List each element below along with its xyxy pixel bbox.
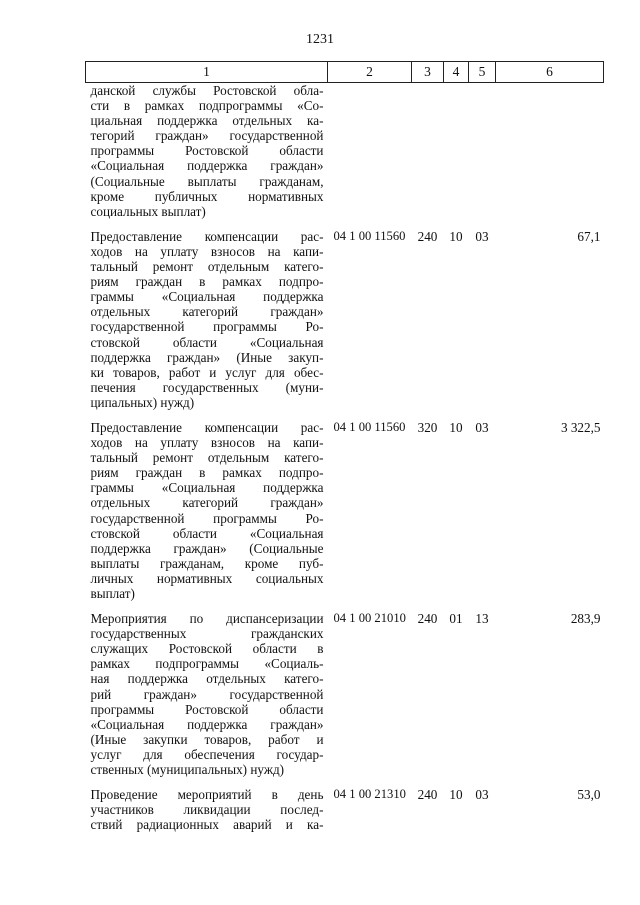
description-line: ходов на уплату взносов на капи- <box>90 243 324 259</box>
description-line: печения государственных (муни- <box>90 379 324 395</box>
column-header-2: 2 <box>328 62 412 83</box>
description-line: «Социальная поддержка граждан» <box>90 716 324 732</box>
row-expense-type: 320 <box>417 419 438 435</box>
table-row <box>86 787 604 842</box>
row-section: 10 <box>449 419 463 435</box>
description-line: Предоставление компенсации рас- <box>90 419 324 435</box>
table-row <box>86 420 604 611</box>
description-line: (Иные закупки товаров, работ и <box>90 731 324 747</box>
budget-table <box>85 61 604 842</box>
description-line: риям граждан в рамках подпро- <box>90 274 324 290</box>
table-row <box>86 229 604 420</box>
description-line: программы Ростовской области <box>90 143 324 159</box>
table-row <box>86 83 604 229</box>
description-line: личных нормативных социальных <box>90 570 324 586</box>
column-header-6: 6 <box>496 62 604 83</box>
table-body <box>86 83 604 843</box>
column-header-4: 4 <box>444 62 469 83</box>
row-section: 10 <box>449 787 463 803</box>
description-line: риям граждан в рамках подпро- <box>90 465 324 481</box>
description-line: сти в рамках подпрограммы «Со- <box>90 98 324 114</box>
description-line: данской службы Ростовской обла- <box>90 83 324 98</box>
description-line: ная поддержка отдельных катего- <box>90 671 324 687</box>
row-section <box>444 83 469 229</box>
description-line: поддержка граждан» (Иные закуп- <box>90 349 324 365</box>
description-line: тальный ремонт отдельным катего- <box>90 259 324 275</box>
description-line: граммы «Социальная поддержка <box>90 480 324 496</box>
description-line: государственных гражданских <box>90 626 324 642</box>
row-target-code: 04 1 00 11560 <box>333 419 406 434</box>
row-subsection: 03 <box>475 228 489 244</box>
column-header-1: 1 <box>86 62 328 83</box>
row-description <box>86 83 328 229</box>
row-amount: 283,9 <box>570 611 601 627</box>
description-line: Предоставление компенсации рас- <box>90 228 324 244</box>
description-line: программы Ростовской области <box>90 701 324 717</box>
column-header-5: 5 <box>469 62 496 83</box>
row-amount: 67,1 <box>577 228 601 244</box>
description-line: кроме публичных нормативных <box>90 188 324 204</box>
row-section: 10 <box>449 228 463 244</box>
row-expense-type: 240 <box>417 787 438 803</box>
row-amount: 3 322,5 <box>560 419 601 435</box>
description-line: ходов на уплату взносов на капи- <box>90 435 324 451</box>
description-line: отдельных категорий граждан» <box>90 304 324 320</box>
row-subsection: 03 <box>475 787 489 803</box>
page-number: 1231 <box>306 32 334 47</box>
description-line: ствий радиационных аварий и ка- <box>90 817 324 833</box>
row-expense-type <box>412 83 444 229</box>
row-target-code <box>328 83 412 229</box>
table-header-row <box>86 62 604 83</box>
row-amount: 53,0 <box>577 787 601 803</box>
row-section: 01 <box>449 611 463 627</box>
description-line: стовской области «Социальная <box>90 334 324 350</box>
description-line: социальных выплат) <box>90 203 206 219</box>
description-line: ки товаров, работ и услуг для обес- <box>90 364 324 380</box>
description-line: государственной программы Ро- <box>90 510 324 526</box>
row-subsection: 03 <box>475 419 489 435</box>
row-amount <box>496 83 604 229</box>
row-expense-type: 240 <box>417 611 438 627</box>
description-line: выплат) <box>90 586 135 601</box>
row-description <box>86 420 328 611</box>
description-line: Мероприятия по диспансеризации <box>90 611 324 627</box>
description-line: участников ликвидации послед- <box>90 802 324 818</box>
row-target-code: 04 1 00 11560 <box>333 228 406 243</box>
description-line: тальный ремонт отдельным катего- <box>90 450 324 466</box>
column-header-3: 3 <box>412 62 444 83</box>
description-line: тегорий граждан» государственной <box>90 128 324 144</box>
description-line: (Социальные выплаты гражданам, <box>90 173 324 189</box>
description-line: циальная поддержка отдельных ка- <box>90 113 324 129</box>
table-row <box>86 611 604 787</box>
row-description <box>86 229 328 420</box>
description-line: рий граждан» государственной <box>90 686 324 702</box>
row-description <box>86 611 328 787</box>
description-line: услуг для обеспечения государ- <box>90 746 324 762</box>
description-line: ципальных) нужд) <box>90 394 195 410</box>
description-line: отдельных категорий граждан» <box>90 495 324 511</box>
description-line: рамках подпрограммы «Социаль- <box>90 656 324 672</box>
row-expense-type: 240 <box>417 228 438 244</box>
row-subsection <box>469 83 496 229</box>
description-line: граммы «Социальная поддержка <box>90 289 324 305</box>
row-target-code: 04 1 00 21310 <box>333 787 406 802</box>
description-line: выплаты гражданам, кроме пуб- <box>90 555 324 571</box>
row-description <box>86 787 328 842</box>
description-line: поддержка граждан» (Социальные <box>90 540 324 556</box>
description-line: государственной программы Ро- <box>90 319 324 335</box>
description-line: служащих Ростовской области в <box>90 641 324 657</box>
description-line: стовской области «Социальная <box>90 525 324 541</box>
description-line: «Социальная поддержка граждан» <box>90 158 324 174</box>
description-line: ственных (муниципальных) нужд) <box>90 762 285 778</box>
description-line: Проведение мероприятий в день <box>90 787 324 803</box>
row-target-code: 04 1 00 21010 <box>333 611 406 626</box>
row-subsection: 13 <box>475 611 489 627</box>
